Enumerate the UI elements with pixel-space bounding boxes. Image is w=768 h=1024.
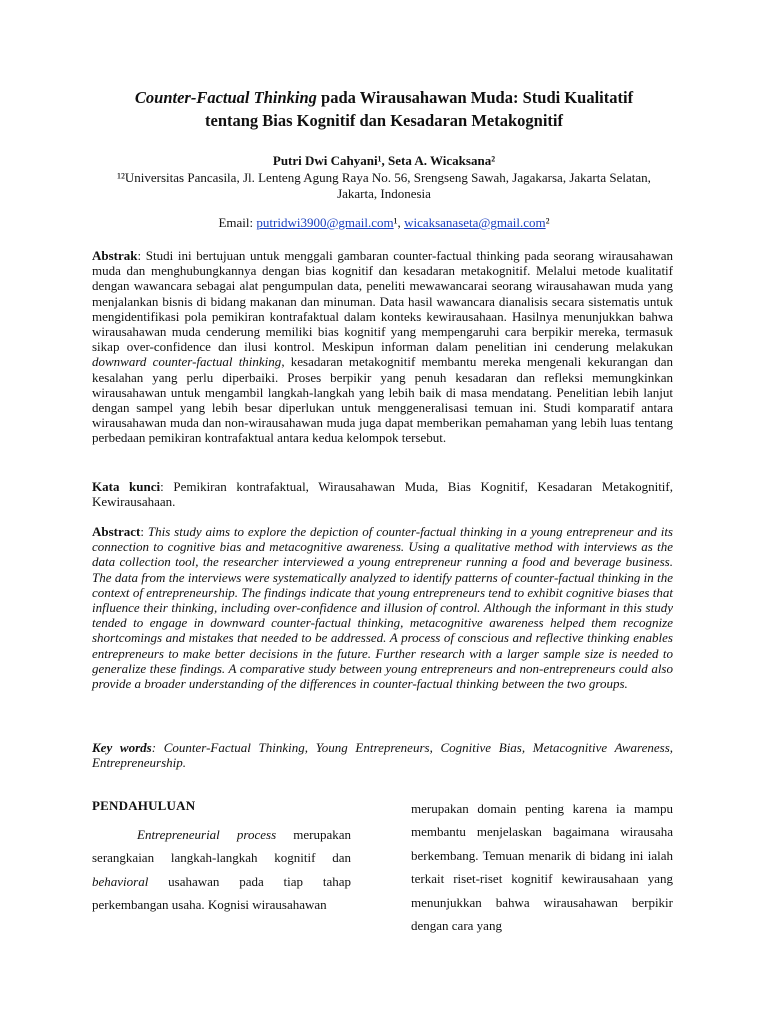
section-heading-pendahuluan: PENDAHULUAN bbox=[92, 798, 196, 813]
affiliation: ¹²Universitas Pancasila, Jl. Lenteng Agung Raya No. 56, Srengseng Sawah, Jagakarsa, Jakarta Selatan, Jakarta, Indonesia bbox=[117, 170, 651, 201]
email-sup-2: ² bbox=[545, 215, 550, 230]
kata-kunci-paragraph bbox=[92, 479, 673, 509]
abstrak-text-italic: downward counter-factual thinking bbox=[92, 354, 282, 370]
abstract-paragraph bbox=[92, 524, 673, 691]
intro-right-column: merupakan domain penting karena ia mampu membantu menjelaskan bagaimana wirausaha berkembang. Temuan menarik di bidang ini ialah terkait riset-riset kognitif kewirausahaan yang menunjukkan bahwa wirausahawan berpikir dengan cara yang bbox=[411, 801, 673, 934]
email-link-2[interactable]: wicaksanaseta@gmail.com bbox=[404, 215, 546, 230]
intro-text-1: merupakan serangkaian langkah-langkah kognitif dan bbox=[92, 827, 351, 866]
abstrak-text-a: : Studi ini bertujuan untuk menggali gambaran counter-factual thinking pada seorang wirausahawan muda dan menghubungkannya dengan bias kognitif dan kesadaran metakognitif. Melalui metode kualitatif dengan wawancara sebagai alat pengumpulan data, peneliti mewawancarai seorang wirausahawan muda yang menjalankan bisnis di bidang makanan dan minuman. Data hasil wawancara dianalisis secara sistematis untuk mengidentifikasi pola pemikiran kontrafaktual dalam konteks kewirausahaan. Hasilnya menunjukkan bahwa wirausahawan muda cenderung memiliki bias kognitif yang mempengaruhi cara berpikir mereka, termasuk sikap over-confidence dan ilusi kontrol. Meskipun informan dalam penelitian ini cenderung melakukan bbox=[92, 248, 673, 355]
email-label: Email: bbox=[218, 215, 257, 230]
keywords-text: : Counter-Factual Thinking, Young Entrepreneurs, Cognitive Bias, Metacognitive Awareness, Entrepreneurship. bbox=[92, 740, 674, 771]
abstract-colon: : bbox=[140, 524, 148, 539]
kata-kunci-text: : Pemikiran kontrafaktual, Wirausahawan Muda, Bias Kognitif, Kesadaran Metakognitif, Kewirausahaan. bbox=[92, 479, 674, 510]
intro-left-column bbox=[92, 823, 351, 917]
intro-italic-1: Entrepreneurial process bbox=[137, 827, 277, 842]
abstrak-label: Abstrak bbox=[92, 248, 138, 263]
intro-italic-2: behavioral bbox=[92, 873, 149, 889]
abstrak-paragraph bbox=[92, 248, 673, 446]
kata-kunci-label: Kata kunci bbox=[92, 479, 161, 494]
keywords-paragraph bbox=[92, 740, 673, 770]
email-line bbox=[92, 215, 676, 231]
email-sup-1: ¹, bbox=[393, 215, 405, 230]
keywords-label: Key words bbox=[92, 740, 152, 755]
title-line2: tentang Bias Kognitif dan Kesadaran Metakognitif bbox=[205, 111, 563, 130]
paper-title bbox=[92, 86, 676, 132]
abstrak-text-b: , kesadaran metakognitif membantu mereka mengenali kekurangan dan kesalahan yang perlu diperbaiki. Proses berpikir yang penuh kesadaran dan refleksi memungkinkan wirausahawan untuk mengambil langkah-langkah yang lebih baik di masa mendatang. Penelitian lebih lanjut dengan sampel yang lebih besar diperlukan untuk menggeneralisasi temuan ini. Studi komparatif antara wirausahawan muda dan non-wirausahawan muda juga dapat memberikan pemahaman yang lebih luas tentang perbedaan pemikiran kontrafaktual antara kedua kelompok tersebut. bbox=[92, 354, 674, 446]
intro-text-2: usahawan pada tiap tahap perkembangan usaha. Kognisi wirausahawan bbox=[92, 873, 351, 913]
title-rest: pada Wirausahawan Muda: Studi Kualitatif bbox=[316, 88, 634, 107]
authors: Putri Dwi Cahyani¹, Seta A. Wicaksana² bbox=[272, 153, 496, 168]
title-italic-part: Counter-Factual Thinking bbox=[134, 88, 317, 107]
abstract-label: Abstract bbox=[92, 524, 141, 539]
email-link-1[interactable]: putridwi3900@gmail.com bbox=[256, 215, 394, 230]
abstract-text: This study aims to explore the depiction of counter-factual thinking in a young entrepreneur and its connection to cognitive bias and metacognitive awareness. Using a qualitative method with interviews as the data collection tool, the researcher interviewed a young entrepreneur running a food and beverage business. The data from the interviews were systematically analyzed to identify patterns of counter-factual thinking in the context of entrepreneurship. The findings indicate that young entrepreneurs tend to exhibit cognitive biases that influence their thinking, including over-confidence and illusion of control. Although the informant in this study tended to engage in downward counter-factual thinking, metacognitive awareness helped them recognize shortcomings and mistakes that needed to be addressed. A process of conscious and reflective thinking enables entrepreneurs to make better decisions in the future. Further research with a larger sample size is needed to generalize these findings. A comparative study between young entrepreneurs and non-entrepreneurs could also provide a broader understanding of the differences in counter-factual thinking between the two groups. bbox=[92, 524, 673, 692]
